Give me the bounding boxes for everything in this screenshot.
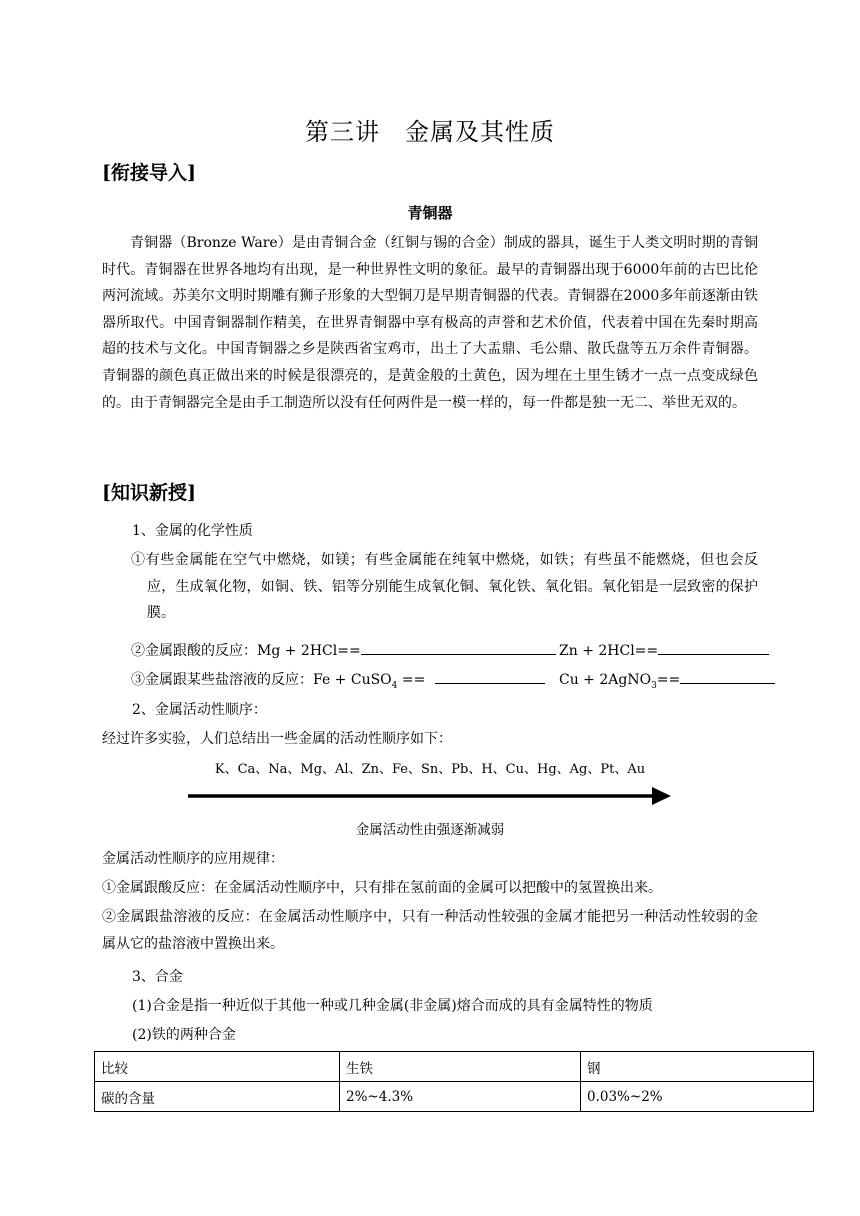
table-header-cell: 钢: [581, 1052, 814, 1082]
section-heading-new-knowledge: [知识新授]: [102, 482, 196, 504]
table-row: [95, 1082, 814, 1112]
fe-equation-sub: 4: [391, 680, 398, 691]
item-combustion-text: ①有些金属能在空气中燃烧，如镁；有些金属能在纯氧中燃烧，如铁；有些虽不能燃烧，但也会反应，生成氧化物，如铜、铁、铝等分别能生成氧化铜、氧化铁、氧化铝。氧化铝是一层致密的保护膜。: [131, 552, 758, 622]
table-row: [95, 1052, 814, 1082]
fe-equation-part2: ==: [397, 672, 426, 688]
activity-series-text: K、Ca、Na、Mg、Al、Zn、Fe、Sn、Pb、H、Cu、Hg、Ag、Pt、Au: [214, 762, 646, 777]
rule-acid: ①金属跟酸反应：在金属活动性顺序中，只有排在氢前面的金属可以把酸中的氢置换出来。: [102, 880, 662, 896]
acid-reaction-line: [131, 640, 556, 660]
activity-intro: 经过许多实验，人们总结出一些金属的活动性顺序如下：: [102, 731, 452, 747]
page-title: 第三讲 金属及其性质: [305, 118, 555, 146]
table-cell: 碳的含量: [95, 1082, 340, 1112]
table-cell: 2%~4.3%: [340, 1082, 581, 1112]
rule-salt: ②金属跟盐溶液的反应：在金属活动性顺序中，只有一种活动性较强的金属才能把另一种活动性较弱的金属从它的盐溶液中置换出来。: [102, 909, 758, 952]
table-cell: 0.03%~2%: [581, 1082, 814, 1112]
fe-equation-blank[interactable]: [435, 669, 545, 684]
section-heading-intro: [衔接导入]: [102, 162, 196, 184]
zn-equation: Zn + 2HCl==: [559, 643, 659, 659]
salt-reaction-label: ③金属跟某些盐溶液的反应：: [131, 672, 313, 688]
activity-caption: 金属活动性由强逐渐减弱: [355, 822, 505, 838]
reading-paragraph: 青铜器（Bronze Ware）是由青铜合金（红铜与锡的合金）制成的器具，诞生于人类文明时期的青铜时代。青铜器在世界各地均有出现，是一种世界性文明的象征。最早的青铜器出现于6000年前的古巴比伦两河流域。苏美尔文明时期雕有狮子形象的大型铜刀是早期青铜器的代表。青铜器在2000多年前逐渐由铁器所取代。中国青铜器制作精美，在世界青铜器中享有极高的声誉和艺术价值，代表着中国在先秦时期高超的技术与文化。中国青铜器之乡是陕西省宝鸡市，出土了大盂鼎、毛公鼎、散氏盘等五万余件青铜器。青铜器的颜色真正做出来的时候是很漂亮的，是黄金般的土黄色，因为埋在土里生锈才一点一点变成绿色的。由于青铜器完全是由手工制造所以没有任何两件是一模一样的，每一件都是独一无二、举世无双的。: [102, 235, 758, 411]
rules-title: 金属活动性顺序的应用规律：: [102, 851, 284, 867]
cu-equation-sub: 3: [651, 680, 657, 691]
fe-equation: [313, 672, 426, 691]
cu-equation-line: [559, 669, 775, 691]
cu-equation-blank[interactable]: [680, 669, 775, 684]
mg-equation: Mg + 2HCl==: [257, 643, 361, 659]
cu-equation: [559, 672, 681, 691]
iron-alloys-heading: (2)铁的两种合金: [132, 1027, 236, 1043]
item-alloy: 3、合金: [132, 969, 183, 985]
zn-equation-line: [559, 640, 769, 659]
acid-reaction-label: ②金属跟酸的反应：: [131, 643, 257, 659]
alloy-definition: (1)合金是指一种近似于其他一种或几种金属(非金属)熔合而成的具有金属特性的物质: [132, 998, 653, 1014]
mg-equation-blank[interactable]: [361, 640, 556, 655]
cu-equation-part1: Cu + 2AgNO: [559, 672, 652, 688]
right-arrow-icon: [188, 785, 672, 807]
cu-equation-part2: ==: [656, 672, 681, 688]
item-chemical-properties: 1、金属的化学性质: [132, 523, 253, 539]
reading-title: 青铜器: [407, 204, 453, 222]
table-header-cell: 比较: [95, 1052, 340, 1082]
zn-equation-blank[interactable]: [658, 640, 769, 655]
table-header-cell: 生铁: [340, 1052, 581, 1082]
salt-reaction-line: [131, 669, 545, 691]
iron-alloy-table: [94, 1051, 814, 1112]
item-activity-series: 2、金属活动性顺序：: [132, 702, 267, 718]
fe-equation-part1: Fe + CuSO: [313, 672, 392, 688]
